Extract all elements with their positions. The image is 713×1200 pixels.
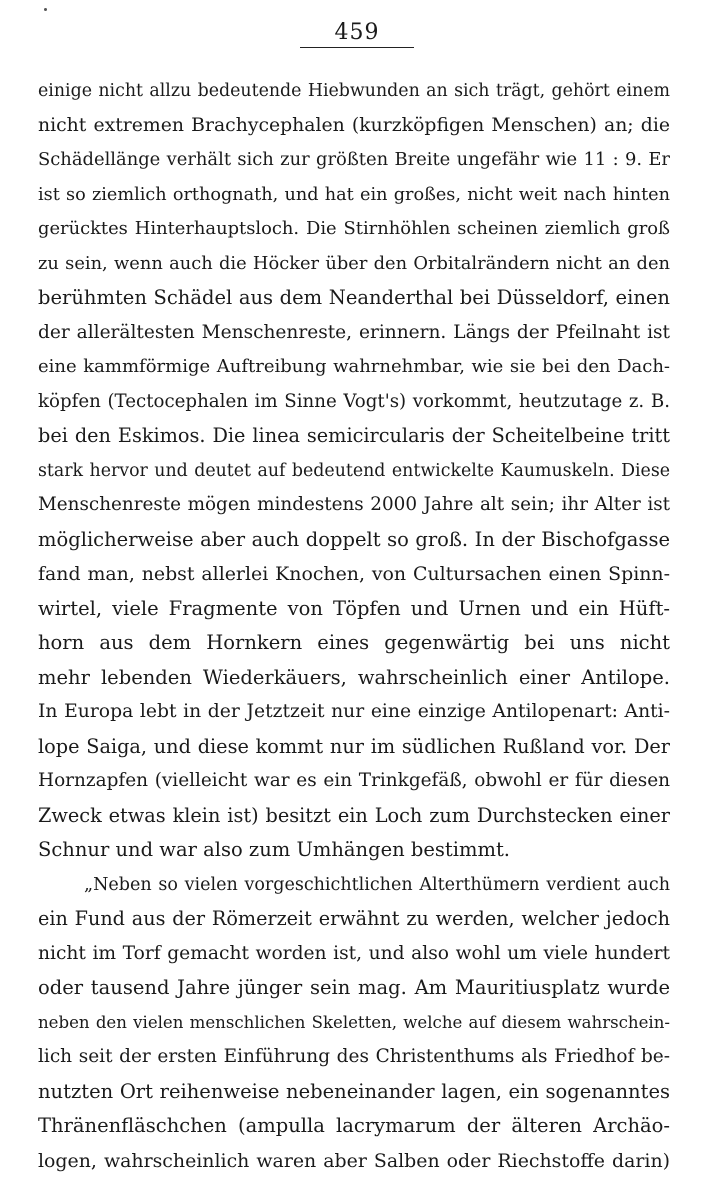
text-line: köpfen (Tectocephalen im Sinne Vogt's) vorkommt, heutzutage z. B. [38,390,670,412]
text-line: Schädellänge verhält sich zur größten Breite ungefähr wie 11 : 9. Er [38,149,670,170]
text-line: mehr lebenden Wiederkäuers, wahrscheinlich einer Antilope. [38,665,670,689]
text-line: ein Fund aus der Römerzeit erwähnt zu werden, welcher jedoch [38,907,670,930]
text-line: zu sein, wenn auch die Höcker über den Orbitalrändern nicht an den [38,252,670,274]
page-number: 459 [334,20,380,45]
text-line: bei den Eskimos. Die linea semicircularis der Scheitelbeine tritt [38,424,670,447]
text-line: neben den vielen menschlichen Skeletten, welche auf diesem wahrschein- [38,1012,670,1032]
text-line: Schnur und war also zum Umhängen bestimmt. [38,838,511,861]
header-rule [300,47,414,48]
print-speck [44,8,47,11]
text-line: wirtel, viele Fragmente von Töpfen und Urnen und ein Hüft- [38,596,670,620]
text-line: logen, wahrscheinlich waren aber Salben oder Riechstoffe darin) [38,1149,670,1172]
text-line: stark hervor und deutet auf bedeutend entwickelte Kaumuskeln. Diese [38,460,670,481]
text-line: ist so ziemlich orthognath, und hat ein großes, nicht weit nach hinten [38,184,670,205]
text-line: Hornzapfen (vielleicht war es ein Trinkgefäß, obwohl er für diesen [38,770,670,791]
text-line: berühmten Schädel aus dem Neanderthal bei Düsseldorf, einen [38,286,670,309]
text-line: Zweck etwas klein ist) besitzt ein Loch zum Durchstecken einer [38,803,670,827]
text-line: In Europa lebt in der Jetztzeit nur eine einzige Antilopenart: Anti- [38,701,670,722]
text-line: Menschenreste mögen mindestens 2000 Jahre alt sein; ihr Alter ist [38,494,670,515]
text-line: einige nicht allzu bedeutende Hiebwunden an sich trägt, gehört einem [38,81,670,101]
text-line: lope Saiga, und diese kommt nur im südlichen Rußland vor. Der [38,734,670,758]
text-line: horn aus dem Hornkern eines gegenwärtig bei uns nicht [38,631,670,654]
text-line: nicht extremen Brachycephalen (kurzköpfigen Menschen) an; die [38,114,670,136]
text-line: oder tausend Jahre jünger sein mag. Am Mauritiusplatz wurde [38,976,670,999]
text-line: Thränenfläschchen (ampulla lacrymarum der älteren Archäo- [38,1114,670,1137]
text-line: fand man, nebst allerlei Knochen, von Cultursachen einen Spinn- [38,563,670,585]
body-text [38,74,670,1178]
text-line: nicht im Torf gemacht worden ist, und also wohl um viele hundert [38,942,670,964]
text-line: nutzten Ort reihenweise nebeneinander lagen, ein sogenanntes [38,1079,670,1103]
text-line: möglicherweise aber auch doppelt so groß. In der Bischofgasse [38,527,670,551]
paragraph-start-line: „Neben so vielen vorgeschichtlichen Alterthümern verdient auch [84,874,670,895]
text-line: lich seit der ersten Einführung des Christenthums als Friedhof be- [38,1046,670,1067]
text-line: gerücktes Hinterhauptsloch. Die Stirnhöhlen scheinen ziemlich groß [38,218,670,239]
text-line: eine kammförmige Auftreibung wahrnehmbar, wie sie bei den Dach- [38,356,670,377]
text-line: der allerältesten Menschenreste, erinnern. Längs der Pfeilnaht ist [38,321,670,343]
